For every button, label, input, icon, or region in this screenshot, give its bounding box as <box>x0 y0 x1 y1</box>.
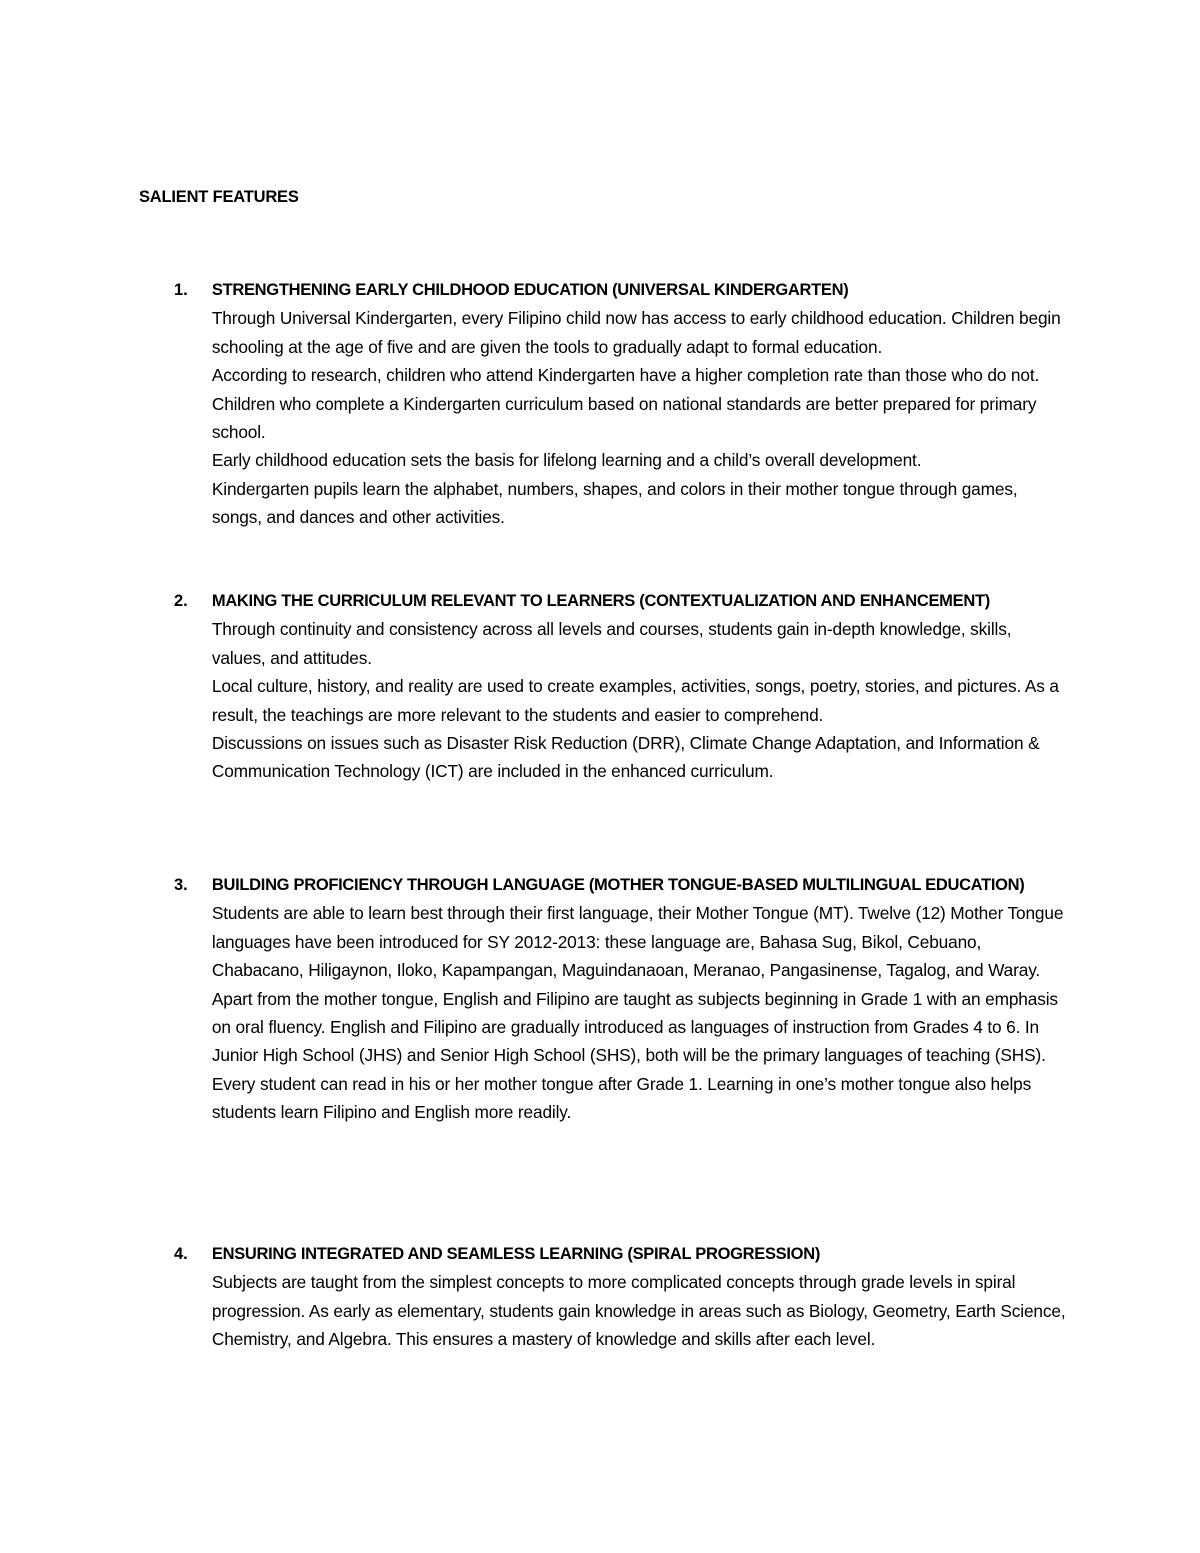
section-body <box>212 871 1069 1127</box>
section-body <box>212 587 1069 786</box>
section-number: 1. <box>174 281 188 299</box>
section-heading: MAKING THE CURRICULUM RELEVANT TO LEARNERS (CONTEXTUALIZATION AND ENHANCEMENT) <box>211 592 990 610</box>
section-heading: ENSURING INTEGRATED AND SEAMLESS LEARNING (SPIRAL PROGRESSION) <box>211 1245 821 1263</box>
paragraph: Through Universal Kindergarten, every Filipino child now has access to early childhood education. Children begin schooling at the age of five and are given the tools to gradually adapt to formal education. <box>211 308 1061 357</box>
paragraph: Every student can read in his or her mother tongue after Grade 1. Learning in one’s mother tongue also helps students learn Filipino and English more readily. <box>211 1073 1032 1123</box>
section-heading: STRENGTHENING EARLY CHILDHOOD EDUCATION (UNIVERSAL KINDERGARTEN) <box>211 281 849 299</box>
section-4 <box>139 1240 1069 1354</box>
section-number: 2. <box>174 592 188 610</box>
section-body <box>212 1240 1069 1354</box>
paragraph: Discussions on issues such as Disaster Risk Reduction (DRR), Climate Change Adaptation, and Information & Communication Technology (ICT) are included in the enhanced curriculum. <box>211 733 1040 782</box>
paragraph: Apart from the mother tongue, English and Filipino are taught as subjects beginning in Grade 1 with an emphasis on oral fluency. English and Filipino are gradually introduced as languages of instruction from Grades 4 to 6. In Junior High School (JHS) and Senior High School (SHS), both will be the primary languages of teaching (SHS). <box>211 988 1058 1066</box>
paragraph: Kindergarten pupils learn the alphabet, numbers, shapes, and colors in their mother tongue through games, songs, and dances and other activities. <box>211 478 1018 528</box>
paragraph: Early childhood education sets the basis for lifelong learning and a child’s overall development. <box>211 450 922 471</box>
paragraph: According to research, children who attend Kindergarten have a higher completion rate than those who do not. Children who complete a Kindergarten curriculum based on national standards are better prepared for primary school. <box>211 365 1040 443</box>
section-2 <box>139 587 1069 786</box>
document-title: SALIENT FEATURES <box>139 188 299 206</box>
section-body <box>212 276 1069 532</box>
section-heading: BUILDING PROFICIENCY THROUGH LANGUAGE (MOTHER TONGUE-BASED MULTILINGUAL EDUCATION) <box>211 876 1025 894</box>
section-3 <box>139 871 1069 1127</box>
section-number: 3. <box>174 876 188 894</box>
section-1 <box>139 276 1069 532</box>
paragraph: Students are able to learn best through their first language, their Mother Tongue (MT). Twelve (12) Mother Tongue languages have been introduced for SY 2012-2013: these language are, Bahasa Sug, Bikol, Cebuano, Chabacano, Hiligaynon, Iloko, Kapampangan, Maguindanaoan, Meranao, Pangasinense, Tagalog, and Waray. <box>211 903 1064 981</box>
paragraph: Subjects are taught from the simplest concepts to more complicated concepts through grade levels in spiral progression. As early as elementary, students gain knowledge in areas such as Biology, Geometry, Earth Science, Chemistry, and Algebra. This ensures a mastery of knowledge and skills after each level. <box>211 1272 1066 1350</box>
paragraph: Local culture, history, and reality are used to create examples, activities, songs, poetry, stories, and pictures. As a result, the teachings are more relevant to the students and easier to comprehend. <box>211 676 1059 725</box>
paragraph: Through continuity and consistency across all levels and courses, students gain in-depth knowledge, skills, values, and attitudes. <box>211 619 1012 668</box>
section-number: 4. <box>174 1245 188 1263</box>
